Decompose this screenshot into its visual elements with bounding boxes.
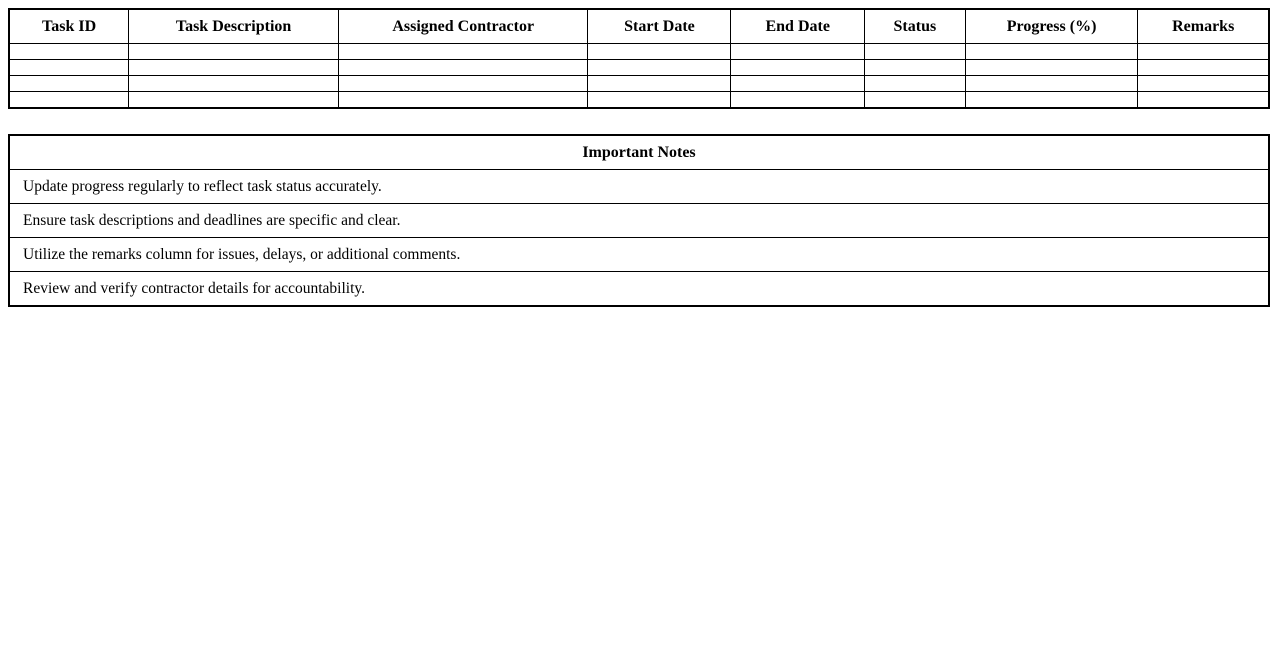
empty-cell [338,76,587,92]
empty-cell [338,44,587,60]
empty-cell [731,44,865,60]
empty-cell [129,92,339,109]
note-text: Ensure task descriptions and deadlines are specific and clear. [9,204,1269,238]
table-row [9,60,1269,76]
empty-cell [9,76,129,92]
empty-cell [1138,76,1269,92]
table-row [9,76,1269,92]
task-table-header-row [9,9,1269,44]
column-header-task-description: Task Description [129,9,339,44]
empty-cell [965,44,1138,60]
empty-cell [588,44,731,60]
column-header-remarks: Remarks [1138,9,1269,44]
list-item [9,272,1269,307]
empty-cell [731,92,865,109]
note-text: Update progress regularly to reflect task status accurately. [9,170,1269,204]
empty-cell [588,76,731,92]
list-item [9,204,1269,238]
empty-cell [1138,60,1269,76]
list-item [9,170,1269,204]
list-item [9,238,1269,272]
empty-cell [129,44,339,60]
important-notes-table [8,134,1270,307]
empty-cell [338,60,587,76]
task-table-body [9,44,1269,109]
empty-cell [864,76,965,92]
empty-cell [338,92,587,109]
empty-cell [965,60,1138,76]
table-row [9,44,1269,60]
empty-cell [1138,44,1269,60]
empty-cell [1138,92,1269,109]
empty-cell [9,60,129,76]
empty-cell [965,92,1138,109]
empty-cell [9,92,129,109]
column-header-end-date: End Date [731,9,865,44]
column-header-progress: Progress (%) [965,9,1138,44]
column-header-status: Status [864,9,965,44]
note-text: Review and verify contractor details for accountability. [9,272,1269,307]
empty-cell [864,92,965,109]
table-row [9,92,1269,109]
column-header-start-date: Start Date [588,9,731,44]
empty-cell [129,76,339,92]
notes-table-body [9,170,1269,307]
empty-cell [864,60,965,76]
note-text: Utilize the remarks column for issues, delays, or additional comments. [9,238,1269,272]
empty-cell [731,60,865,76]
empty-cell [129,60,339,76]
column-header-assigned-contractor: Assigned Contractor [338,9,587,44]
empty-cell [588,92,731,109]
task-tracking-table [8,8,1270,109]
empty-cell [864,44,965,60]
empty-cell [965,76,1138,92]
empty-cell [9,44,129,60]
empty-cell [588,60,731,76]
column-header-task-id: Task ID [9,9,129,44]
notes-header-row [9,135,1269,170]
empty-cell [731,76,865,92]
notes-title: Important Notes [9,135,1269,170]
